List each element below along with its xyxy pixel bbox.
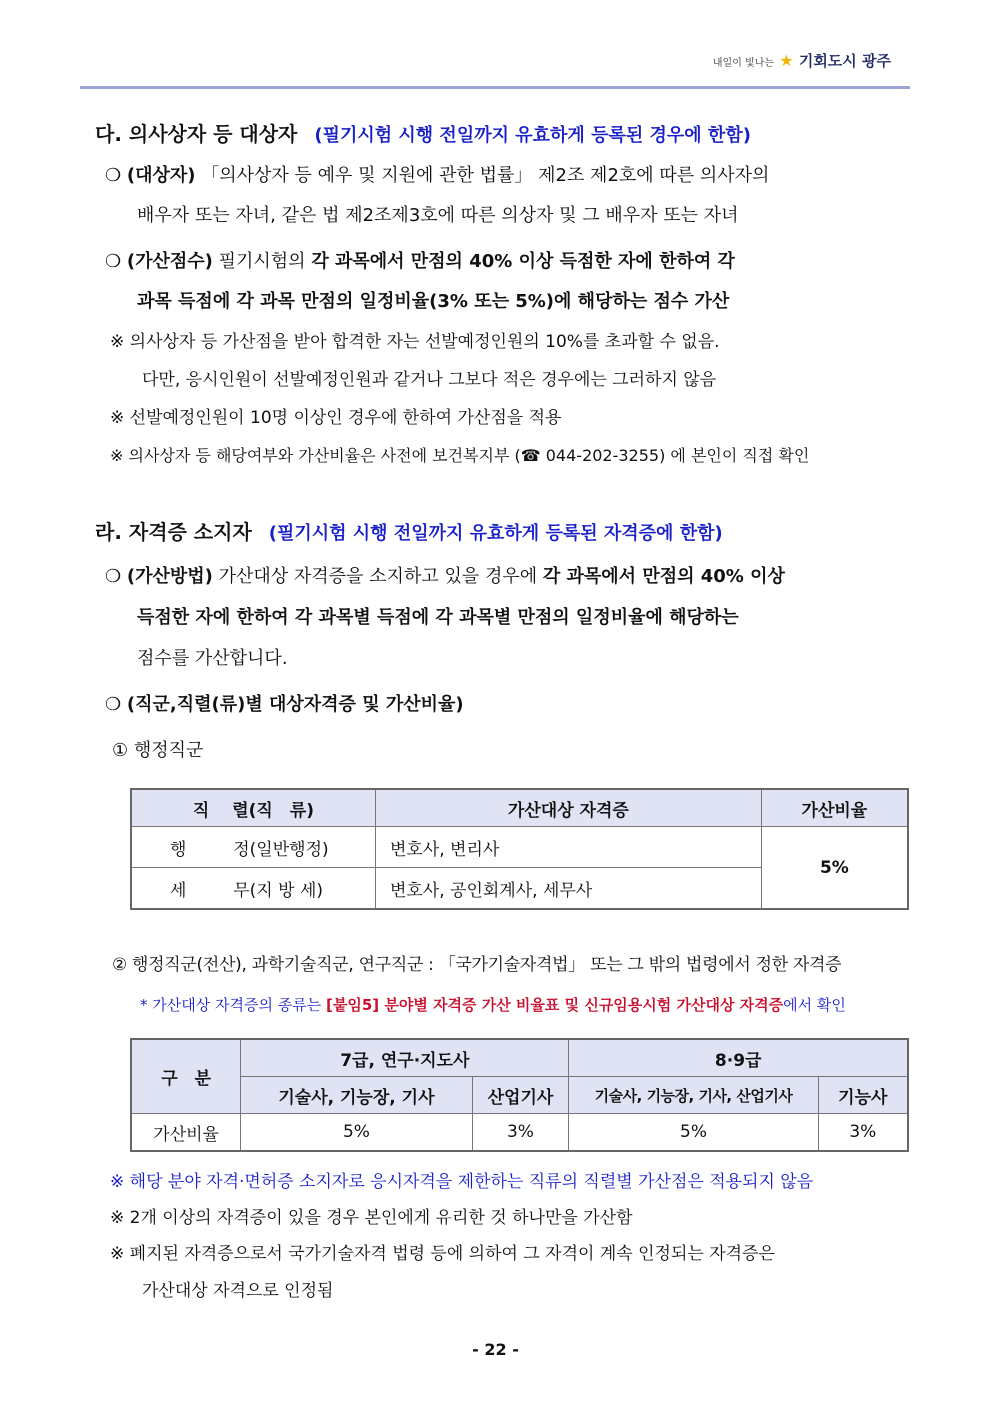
method-line1b: 각 과목에서 만점의 40% 이상 xyxy=(542,566,785,587)
table-admin-certs xyxy=(130,788,909,910)
note2: ※ 선발예정인원이 10명 이상인 경우에 한하여 가산점을 적용 xyxy=(110,408,562,428)
sub2-note-a: * 가산대상 자격증의 종류는 xyxy=(140,996,322,1014)
table2-group-7: 7급, 연구·지도사 xyxy=(241,1039,569,1077)
table1-cert-cell: 변호사, 공인회계사, 세무사 xyxy=(375,868,761,910)
circle-bullet-icon: ❍ xyxy=(105,694,122,715)
table1-rate-cell: 5% xyxy=(761,827,908,910)
header-divider xyxy=(80,86,910,89)
table2-sub-header: 기능사 xyxy=(818,1077,908,1114)
sub2-note xyxy=(140,998,846,1013)
section-ra-note: (필기시험 시행 전일까지 유효하게 등록된 자격증에 한함) xyxy=(268,523,723,544)
series-rest: 정(일반행정) xyxy=(233,839,329,860)
method-line1a: 가산대상 자격증을 소지하고 있을 경우에 xyxy=(218,566,538,587)
points-paragraph xyxy=(105,253,735,271)
logo-title: 기회도시 광주 xyxy=(798,52,891,70)
table2-value: 5% xyxy=(569,1114,818,1152)
table2-group-89: 8·9급 xyxy=(569,1039,908,1077)
sub2-note-c: 에서 확인 xyxy=(783,996,846,1014)
points-line2: 과목 득점에 각 과목 만점의 일정비율(3% 또는 5%)에 해당하는 점수 가산 xyxy=(137,291,730,312)
table1-header-rate: 가산비율 xyxy=(761,789,908,827)
method-label: (가산방법) xyxy=(126,566,213,587)
section-da-note: (필기시험 시행 전일까지 유효하게 등록된 경우에 한함) xyxy=(314,125,751,146)
target-label: (대상자) xyxy=(126,165,196,186)
table1-series-cell xyxy=(131,868,375,910)
table-row xyxy=(131,1114,908,1152)
target-paragraph xyxy=(105,167,769,185)
star-icon: ★ xyxy=(779,51,794,70)
section-ra-heading: 라. 자격증 소지자 xyxy=(95,520,252,544)
sub2-note-b: [붙임5] 분야별 자격증 가산 비율표 및 신규임용시험 가산대상 자격증 xyxy=(325,996,784,1014)
circle-bullet-icon: ❍ xyxy=(105,165,122,186)
circle-bullet-icon: ❍ xyxy=(105,251,122,272)
section-da-heading: 다. 의사상자 등 대상자 xyxy=(95,122,298,146)
table2-corner: 구 분 xyxy=(131,1039,241,1114)
series-char: 세 xyxy=(170,880,187,901)
points-line1b: 각 과목에서 만점의 40% 이상 득점한 자에 한하여 각 xyxy=(311,251,735,272)
note3: ※ 의사상자 등 해당여부와 가산비율은 사전에 보건복지부 (☎ 044-202-3255) 에 본인이 직접 확인 xyxy=(110,446,810,465)
table1-series-cell xyxy=(131,827,375,868)
table2-value: 3% xyxy=(818,1114,908,1152)
note1-line2: 다만, 응시인원이 선발예정인원과 같거나 그보다 적은 경우에는 그러하지 않음 xyxy=(142,370,717,390)
table-row xyxy=(131,827,908,868)
table1-header-series: 직 렬(직 류) xyxy=(131,789,375,827)
target-line1: 「의사상자 등 예우 및 지원에 관한 법률」 제2조 제2호에 따른 의사자의 xyxy=(201,165,770,186)
table2-sub-header: 산업기사 xyxy=(472,1077,569,1114)
header-logo xyxy=(713,50,891,71)
target-line2: 배우자 또는 자녀, 같은 법 제2조제3호에 따른 의상자 및 그 배우자 또는 자녀 xyxy=(137,205,739,226)
table2-sub-header: 기술사, 기능장, 기사, 산업기사 xyxy=(569,1077,818,1114)
table2-value: 5% xyxy=(241,1114,472,1152)
method-line2: 득점한 자에 한하여 각 과목별 득점에 각 과목별 만점의 일정비율에 해당하는 xyxy=(137,607,739,628)
subheading-admin: ① 행정직군 xyxy=(112,740,204,761)
by-group-paragraph xyxy=(105,696,464,714)
circle-bullet-icon: ❍ xyxy=(105,566,122,587)
table1-header-cert: 가산대상 자격증 xyxy=(375,789,761,827)
footnote3-line1: ※ 폐지된 자격증으로서 국가기술자격 법령 등에 의하여 그 자격이 계속 인정되는 자격증은 xyxy=(110,1244,775,1264)
note1-line1: ※ 의사상자 등 가산점을 받아 합격한 자는 선발예정인원의 10%를 초과할 수 없음. xyxy=(110,332,720,352)
table-tech-certs xyxy=(130,1038,909,1152)
table2-value: 3% xyxy=(472,1114,569,1152)
method-paragraph xyxy=(105,568,785,586)
section-title-ra xyxy=(95,516,723,545)
page-number: - 22 - xyxy=(472,1340,519,1359)
logo-slogan: 내일이 빛나는 xyxy=(712,58,775,69)
series-rest: 무(지 방 세) xyxy=(233,880,324,901)
footnote2: ※ 2개 이상의 자격증이 있을 경우 본인에게 유리한 것 하나만을 가산함 xyxy=(110,1208,633,1228)
footnote3-line2: 가산대상 자격으로 인정됨 xyxy=(142,1281,334,1301)
method-line3: 점수를 가산합니다. xyxy=(137,648,288,669)
table2-row-label: 가산비율 xyxy=(131,1114,241,1152)
points-line1a: 필기시험의 xyxy=(218,251,306,272)
subheading-tech: ② 행정직군(전산), 과학기술직군, 연구직군 : 「국가기술자격법」 또는 그 밖의 법령에서 정한 자격증 xyxy=(112,955,842,975)
section-title-da xyxy=(95,118,751,147)
by-group-label: (직군,직렬(류)별 대상자격증 및 가산비율) xyxy=(126,694,464,715)
series-char: 행 xyxy=(170,839,187,860)
table1-cert-cell: 변호사, 변리사 xyxy=(375,827,761,868)
footnote1: ※ 해당 분야 자격·면허증 소지자로 응시자격을 제한하는 직류의 직렬별 가산점은 적용되지 않음 xyxy=(110,1172,814,1192)
table2-sub-header: 기술사, 기능장, 기사 xyxy=(241,1077,472,1114)
points-label: (가산점수) xyxy=(126,251,213,272)
